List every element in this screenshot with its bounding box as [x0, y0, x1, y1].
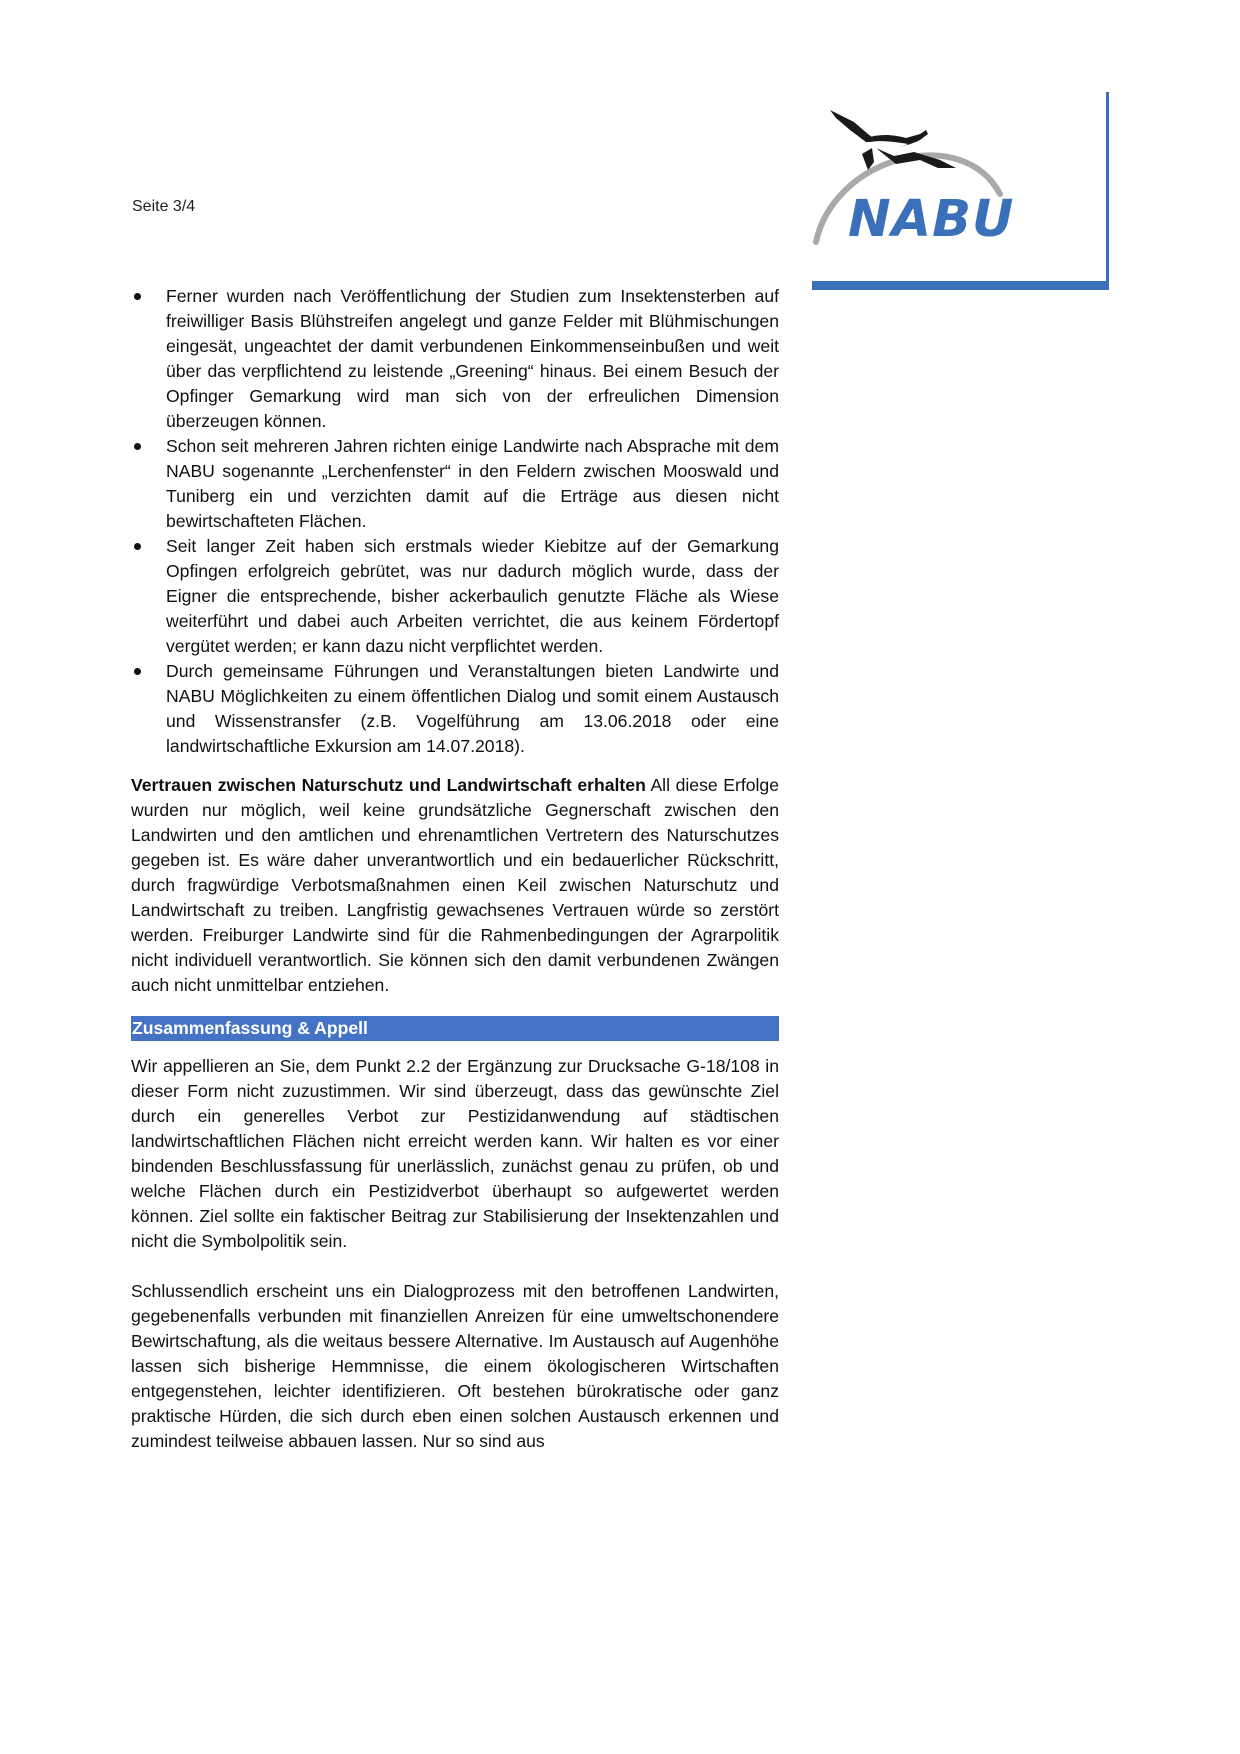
trust-paragraph [131, 773, 779, 998]
logo-text: NABU [848, 190, 1015, 249]
trust-heading: Vertrauen zwischen Naturschutz und Landwirtschaft erhalten [131, 775, 646, 795]
page-number: Seite 3/4 [132, 198, 196, 215]
bullet-icon [134, 668, 141, 675]
list-item [131, 534, 779, 659]
trust-text: All diese Erfolge wurden nur möglich, weil keine grundsätzliche Gegnerschaft zwischen den Landwirten und den amtlichen und ehrenamtlichen Vertretern des Naturschutzes gegeben ist. Es wäre daher unverantwortlich und ein bedauerlicher Rückschritt, durch fragwürdige Verbotsmaßnahmen einen Keil zwischen Naturschutz und Landwirtschaft zu treiben. Langfristig gewachsenes Vertrauen würde so zerstört werden. Freiburger Landwirte sind für die Rahmenbedingungen der Agrarpolitik nicht individuell verantwortlich. Sie können sich den damit verbundenen Zwängen auch nicht unmittelbar entziehen. [131, 775, 779, 995]
list-item [131, 659, 779, 759]
bullet-icon [134, 543, 141, 550]
stork-icon [830, 110, 956, 170]
list-item-text: Durch gemeinsame Führungen und Veranstaltungen bieten Landwirte und NABU Möglichkeiten zu einem öffentlichen Dialog und somit einem Austausch und Wissenstransfer (z.B. Vogelführung am 13.06.2018 oder eine landwirtschaftliche Exkursion am 14.07.2018). [166, 661, 779, 756]
brand-rule-horizontal [812, 281, 1109, 290]
list-item-text: Ferner wurden nach Veröffentlichung der Studien zum Insektensterben auf freiwilliger Basis Blühstreifen angelegt und ganze Felder mit Blühmischungen eingesät, ungeachtet der damit verbundenen Einkommenseinbußen und weit über das verpflichtend zu leistende „Greening“ hinaus. Bei einem Besuch der Opfinger Gemarkung wird man sich von der erfreulichen Dimension überzeugen können. [166, 286, 779, 431]
brand-rule-vertical [1106, 92, 1109, 290]
list-item-text: Seit langer Zeit haben sich erstmals wieder Kiebitze auf der Gemarkung Opfingen erfolgreich gebrütet, was nur dadurch möglich wurde, dass der Eigner die entsprechende, bisher ackerbaulich genutzte Fläche als Wiese weiterführt und dabei auch Arbeiten verrichtet, die aus keinem Fördertopf vergütet werden; er kann dazu nicht verpflichtet werden. [166, 536, 779, 656]
list-item-text: Schon seit mehreren Jahren richten einige Landwirte nach Absprache mit dem NABU sogenannte „Lerchenfenster“ in den Feldern zwischen Mooswald und Tuniberg ein und verzichten damit auf die Erträge aus diesen nicht bewirtschafteten Flächen. [166, 436, 779, 531]
bullet-icon [134, 293, 141, 300]
bullet-list [131, 284, 779, 759]
summary-heading: Zusammenfassung & Appell [131, 1016, 779, 1041]
bullet-icon [134, 443, 141, 450]
document-body [131, 284, 779, 1454]
list-item [131, 284, 779, 434]
closing-paragraph: Schlussendlich erscheint uns ein Dialogprozess mit den betroffenen Landwirten, gegebenenfalls verbunden mit finanziellen Anreizen für eine umweltschonendere Bewirtschaftung, als die weitaus bessere Alternative. Im Austausch auf Augenhöhe lassen sich bisherige Hemmnisse, die einem ökologischeren Wirtschaften entgegenstehen, leichter identifizieren. Oft bestehen bürokratische oder ganz praktische Hürden, die sich durch eben einen solchen Austausch erkennen und zumindest teilweise abbauen lassen. Nur so sind aus [131, 1281, 779, 1451]
list-item [131, 434, 779, 534]
summary-paragraph: Wir appellieren an Sie, dem Punkt 2.2 der Ergänzung zur Drucksache G-18/108 in dieser Form nicht zuzustimmen. Wir sind überzeugt, dass das gewünschte Ziel durch ein generelles Verbot zur Pestizidanwendung auf städtischen landwirtschaftlichen Flächen nicht erreicht werden kann. Wir halten es vor einer bindenden Beschlussfassung für unerlässlich, zunächst genau zu prüfen, ob und welche Flächen durch ein Pestizidverbot überhaupt so aufgewertet werden können. Ziel sollte ein faktischer Beitrag zur Stabilisierung der Insektenzahlen und nicht die Symbolpolitik sein. [131, 1056, 779, 1251]
